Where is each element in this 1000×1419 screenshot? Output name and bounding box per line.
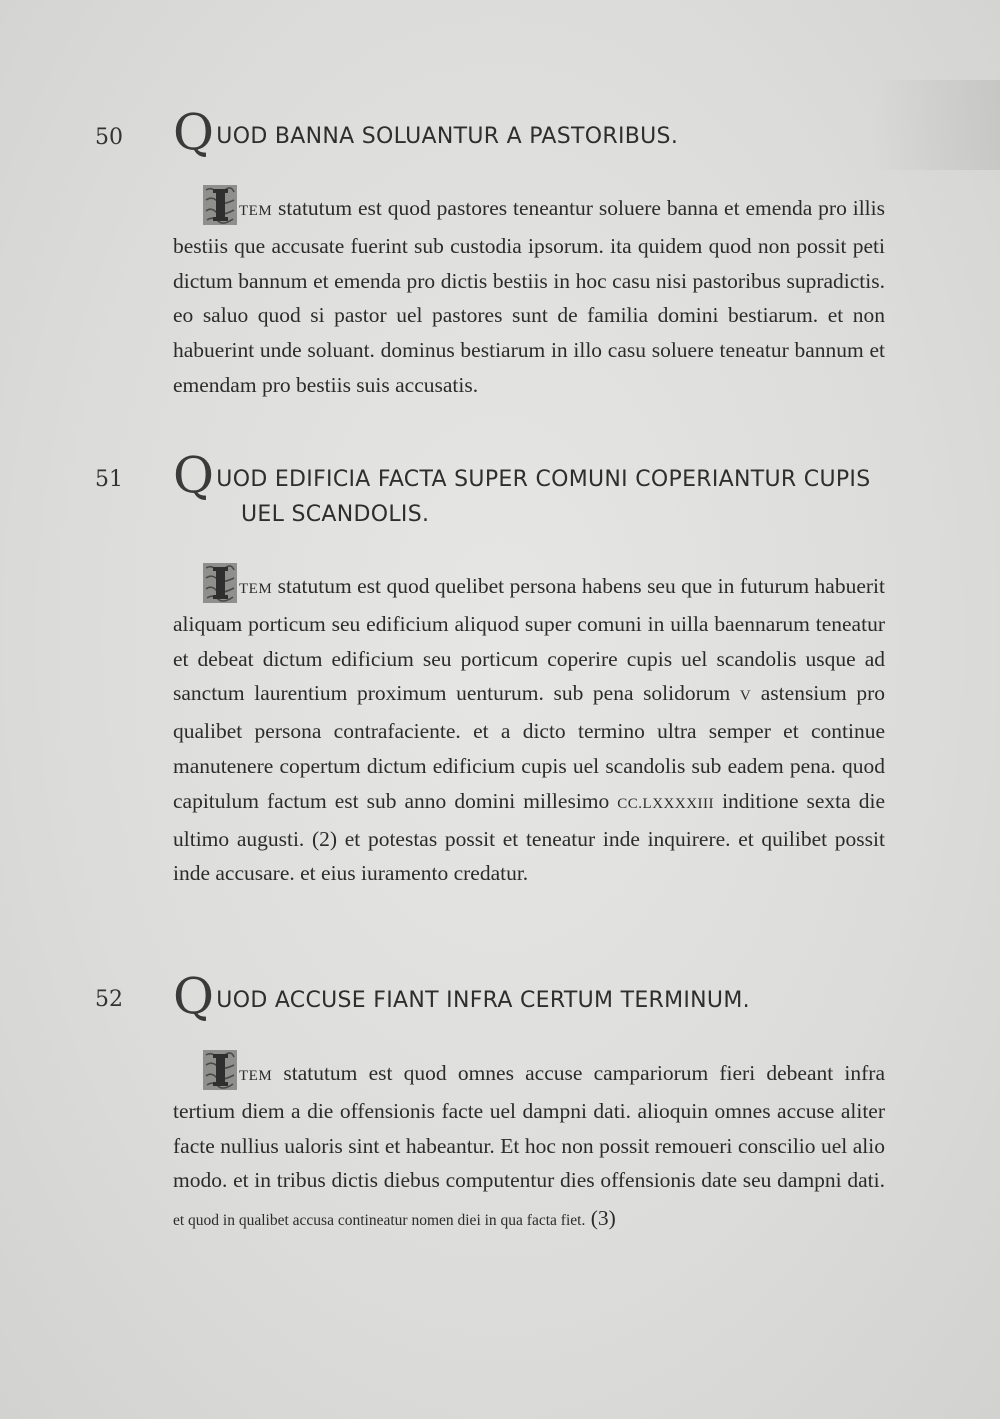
heading-initial: Q: [173, 967, 215, 1025]
paragraph-text: statutum est quod quelibet persona habens seu que in futurum habuerit aliquam porticum seu edificium aliquod super comuni in uilla baennarum teneatur et debeat dictum edificium seu porticum coperire cupis uel scandolis usque ad sanctum laurentium proximum uenturum. sub pena solidorum: [173, 574, 885, 706]
section-heading-52: [173, 967, 913, 1025]
section-body-52: [173, 1050, 885, 1239]
section-number-51: 51: [95, 467, 123, 492]
paragraph-text-cont: astensium pro qualibet persona contrafaciente. et a dicto termino ultra semper et continue manutenere copertum dictum edificium cupis uel scandolis sub eadem pena. quod capitulum factum est sub anno domini millesimo: [173, 681, 885, 813]
footnote-marker: (3): [585, 1206, 616, 1231]
lead-smallcaps: TEM: [239, 203, 273, 219]
ornate-drop-cap-I-icon: [203, 185, 237, 225]
paragraph-text: statutum est quod omnes accuse campariorum fieri debeant infra tertium diem a die offensionis facte uel dampni dati. alioquin omnes accuse aliter facte nullius ualoris sint et habeantur. Et hoc non possit remoueri conscilio uel alio modo. et in tribus dictis diebus computentur dies offensionis date seu dampni dati.: [173, 1061, 885, 1193]
section-heading-51: [173, 446, 913, 532]
heading-text-continued: UEL SCANDOLIS.: [241, 502, 430, 527]
heading-text: UOD ACCUSE FIANT INFRA CERTUM TERMINUM.: [216, 988, 750, 1013]
section-body-51: [173, 563, 885, 891]
lead-smallcaps: TEM: [239, 581, 273, 597]
ornate-drop-cap-I-icon: [203, 563, 237, 603]
ornate-drop-cap-I-icon: [203, 1050, 237, 1090]
heading-initial: Q: [173, 103, 215, 161]
roman-year: CC.LXXXXIII: [617, 795, 715, 812]
heading-initial: Q: [173, 446, 215, 504]
section-heading-50: [173, 103, 913, 161]
section-body-50: [173, 185, 885, 403]
paragraph-text: statutum est quod pastores teneantur soluere banna et emenda pro illis bestiis que accusate fuerint sub custodia ipsorum. ita quidem quod non possit peti dictum bannum et emenda pro dictis bestiis in hoc casu nisi pastoribus supradictis. eo saluo quod si pastor uel pastores sunt de familia domini bestiarum. et non habuerint unde soluant. dominus bestiarum in illo casu soluere teneatur bannum et emendam pro bestiis suis accusatis.: [173, 196, 885, 397]
lead-smallcaps: TEM: [239, 1068, 273, 1084]
heading-text: UOD BANNA SOLUANTUR A PASTORIBUS.: [216, 124, 679, 149]
heading-text: UOD EDIFICIA FACTA SUPER COMUNI COPERIANTUR CUPIS: [216, 467, 871, 492]
section-number-50: 50: [95, 125, 123, 150]
section-number-52: 52: [95, 987, 123, 1012]
paragraph-text-end: inditione sexta die ultimo augusti. (2) et potestas possit et teneatur inde inquirere. et quilibet possit inde accusare. et eius iuramento credatur.: [173, 788, 885, 886]
roman-numeral-v: V: [739, 688, 752, 705]
small-type-addition: et quod in qualibet accusa contineatur nomen diei in qua facta fiet.: [173, 1212, 586, 1230]
